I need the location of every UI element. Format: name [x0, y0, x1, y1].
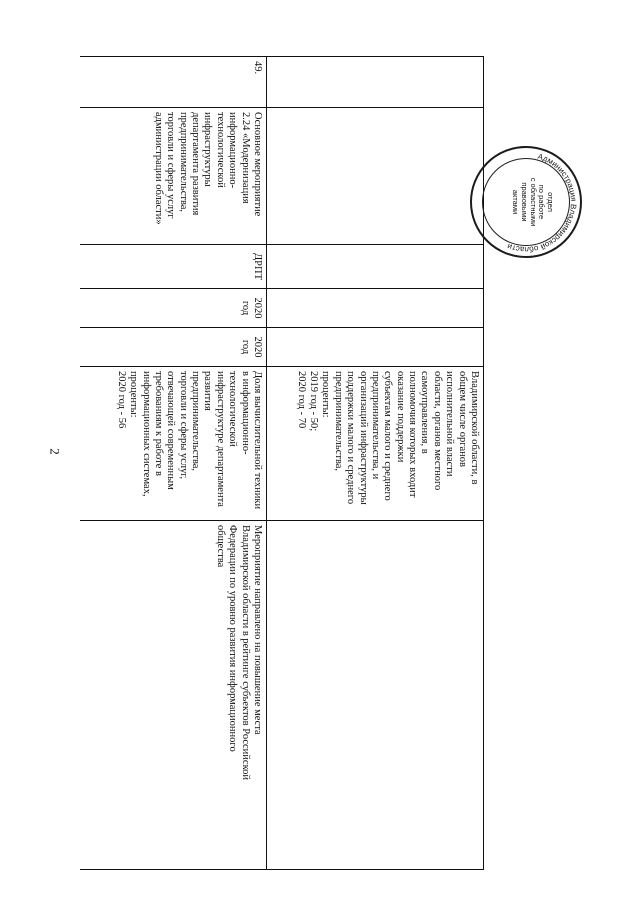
top-executor-cell [267, 245, 484, 289]
activity-cell [80, 108, 267, 245]
indicator-cell [80, 367, 267, 521]
start-year-line: 2020 [252, 297, 263, 319]
indicator-line: предпринимательства, и [370, 371, 381, 480]
executor-label: ДРПТ [252, 253, 263, 280]
indicator-line: 2020 год - 56 [115, 371, 127, 429]
stamp-line: по работе [537, 184, 547, 220]
rotated-table-container [80, 56, 484, 870]
activity-line: предпринимательства, [177, 112, 189, 213]
executor-cell [80, 245, 267, 289]
end-year-cell [80, 328, 267, 367]
official-stamp [470, 146, 582, 258]
top-number-cell [267, 57, 484, 108]
stamp-line: с областными [528, 177, 538, 227]
activity-line: Основное мероприятие [252, 112, 263, 217]
indicator-line: Доля вычислительной техники [252, 371, 263, 510]
indicator-line: отвечающей современным [165, 371, 177, 490]
indicator-line: требованиям к работе в [153, 371, 164, 476]
indicator-line: 2020 год - 70 [295, 371, 307, 429]
start-year-line: год [239, 300, 251, 316]
end-year-line: 2020 [252, 336, 263, 358]
indicator-line: Владимирской области, в [469, 371, 480, 485]
rotated-table [80, 56, 484, 870]
indicator-line: технологической [227, 371, 239, 447]
activity-line: 2.24 «Модернизация [239, 112, 251, 204]
top-activity-cell [267, 108, 484, 245]
row-number: 49. [252, 61, 263, 75]
indicator-line: предпринимательства, [332, 371, 344, 472]
indicator-line: 2019 год - 50; [308, 371, 320, 432]
top-result-cell [267, 521, 484, 870]
result-line: Мероприятие направлено на повышение места [252, 525, 263, 735]
indicator-line: исполнительной власти [444, 371, 456, 477]
indicator-line: поддержки малого и среднего [345, 371, 357, 505]
result-line: общества [214, 525, 226, 568]
top-end-year-cell [267, 328, 484, 367]
indicator-line: торговли и сферы услуг, [177, 371, 189, 480]
indicator-line: области, органов местного [431, 371, 443, 491]
result-cell [80, 521, 267, 870]
activity-line: инфраструктуры [202, 112, 214, 187]
stamp-center-text [511, 168, 554, 236]
indicator-line: информационных системах, [140, 371, 152, 497]
result-line: Федерации по уровню развития информационного [227, 525, 239, 752]
indicator-line: оказание поддержки [394, 371, 406, 463]
top-start-year-cell [267, 289, 484, 328]
activity-line: технологической [214, 112, 226, 188]
indicator-line: общем числе органов [456, 371, 468, 467]
table-row-49 [80, 57, 267, 870]
activity-line: информационно- [227, 112, 239, 189]
activity-line: торговли и сферы услуг [165, 112, 177, 219]
indicator-line: инфраструктуре департамента [214, 371, 226, 507]
end-year-line: год [239, 339, 251, 355]
result-line: Владимирской области в рейтинге субъектов Российской [239, 525, 251, 781]
page-number: 2 [47, 448, 63, 455]
activity-table [80, 56, 484, 870]
stamp-line: отдел [546, 192, 555, 212]
stamp-outer-text-path: Администрация Владимирской области [506, 151, 579, 255]
indicator-line: предпринимательства, [190, 371, 202, 472]
start-year-cell [80, 289, 267, 328]
table-row-continuation [267, 57, 484, 870]
row-number-cell [80, 57, 267, 108]
top-indicator-cell [267, 367, 484, 521]
activity-line: департамента развития [190, 112, 202, 216]
indicator-line: самоуправления, в [419, 371, 431, 454]
indicator-line: субъектам малого и среднего [382, 371, 394, 501]
stamp-line: правовыми [520, 182, 530, 222]
indicator-line: развития [202, 371, 214, 411]
indicator-line: организаций инфраструктуры [357, 371, 369, 505]
indicator-line: полномочия которых входит [407, 371, 419, 498]
indicator-line: в информационно- [239, 371, 251, 455]
indicator-line: проценты: [128, 371, 140, 418]
stamp-line: актами [511, 189, 521, 215]
activity-line: администрации области» [153, 112, 164, 225]
indicator-line: проценты: [320, 371, 332, 418]
